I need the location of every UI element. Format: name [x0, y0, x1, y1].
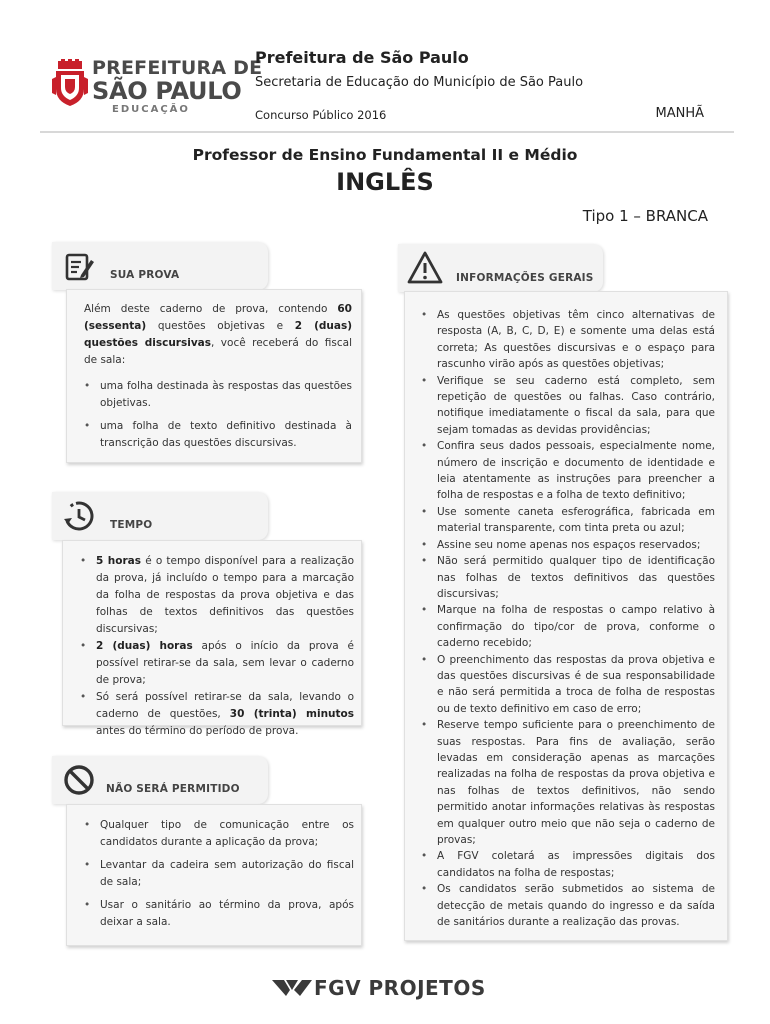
exam-role: Professor de Ensino Fundamental II e Médio — [192, 146, 578, 164]
nao-permitido-label: NÃO SERÁ PERMITIDO — [106, 783, 240, 795]
tempo-label: TEMPO — [110, 519, 153, 531]
tempo-tab — [52, 492, 268, 540]
list-item: • Marque na folha de respostas o campo relativo à confirmação do tipo/cor de prova, conforme o caderno recebido; — [421, 602, 715, 651]
list-item: • Os candidatos serão submetidos ao sistema de detecção de metais quando do ingresso e da saída de sanitários durante a realização das provas. — [421, 881, 715, 930]
nao-permitido-tab — [52, 756, 268, 804]
fgv-logo-icon — [272, 978, 312, 998]
fgv-projetos-logo — [272, 975, 502, 1001]
tempo-box — [62, 540, 362, 737]
header-title: Prefeitura de São Paulo — [255, 48, 469, 67]
list-item: • Assine seu nome apenas nos espaços reservados; — [421, 537, 715, 553]
informacoes-label: INFORMAÇÕES GERAIS — [456, 272, 594, 284]
logo-line-3: EDUCAÇÃO — [112, 104, 190, 115]
list-item: • Levantar da cadeira sem autorização do fiscal de sala; — [84, 857, 354, 891]
warning-icon — [406, 249, 444, 287]
sua-prova-box — [66, 289, 362, 463]
list-item: • uma folha destinada às respostas das questões objetivas. — [84, 378, 352, 412]
list-item: • Reserve tempo suficiente para o preenchimento de suas respostas. Para fins de avaliação, serão levadas em consideração apenas as marcações realizadas na folha de respostas da prova objetiva e nas folhas de textos definitivos, não sendo permitido anotar informações relativas às respostas em qualquer outro meio que não seja o caderno de provas; — [421, 717, 715, 848]
footer-brand: FGV PROJETOS — [314, 976, 486, 1000]
list-item: • Só será possível retirar-se da sala, levando o caderno de questões, 30 (trinta) minutos antes do término do período de prova. — [80, 689, 354, 740]
list-item: • Qualquer tipo de comunicação entre os candidatos durante a aplicação da prova; — [84, 817, 354, 851]
sua-prova-label: SUA PROVA — [110, 269, 180, 281]
list-item: • O preenchimento das respostas da prova objetiva e das questões discursivas é de sua responsabilidade e não será permitida a troca de folha de respostas ou de texto definitivo em caso de erro; — [421, 652, 715, 718]
list-item: • Confira seus dados pessoais, especialmente nome, número de inscrição e documento de identidade e leia atentamente as instruções para preencher a folha de respostas e a folha de texto definitivo; — [421, 438, 715, 504]
edit-icon — [60, 248, 98, 286]
exam-subject: INGLÊS — [336, 168, 434, 196]
list-item: • 2 (duas) horas após o início da prova é possível retirar-se da sala, sem levar o caderno de prova; — [80, 638, 354, 689]
contest-label: Concurso Público 2016 — [255, 108, 387, 122]
list-item: • uma folha de texto definitivo destinada à transcrição das questões discursivas. — [84, 418, 352, 452]
prefeitura-logo — [50, 57, 263, 119]
informacoes-box — [404, 291, 728, 941]
shift-label: MANHÃ — [655, 106, 704, 121]
sua-prova-tab — [52, 242, 268, 290]
prohibited-icon — [60, 761, 98, 799]
exam-type: Tipo 1 – BRANCA — [582, 207, 708, 225]
header-divider — [40, 131, 734, 133]
informacoes-tab — [398, 244, 603, 292]
clock-icon — [60, 497, 98, 535]
list-item: • A FGV coletará as impressões digitais dos candidatos na folha de respostas; — [421, 848, 715, 881]
list-item: • Não será permitido qualquer tipo de identificação nas folhas de textos definitivos das questões discursivas; — [421, 553, 715, 602]
header-subtitle: Secretaria de Educação do Município de São Paulo — [255, 75, 584, 90]
crest-icon — [50, 59, 90, 107]
nao-permitido-box — [66, 804, 362, 946]
list-item: • Verifique se seu caderno está completo, sem repetição de questões ou falhas. Caso contrário, notifique imediatamente o fiscal da sala, para que sejam tomadas as devidas providências; — [421, 373, 715, 439]
list-item: • Usar o sanitário ao término da prova, após deixar a sala. — [84, 897, 354, 931]
list-item: • As questões objetivas têm cinco alternativas de resposta (A, B, C, D, E) e somente uma delas está correta; As questões discursivas e o espaço para rascunho virão após as questões objetivas; — [421, 307, 715, 373]
sua-prova-intro: Além deste caderno de prova, contendo 60 (sessenta) questões objetivas e 2 (duas) questões discursivas, você receberá do fiscal de sala: — [84, 303, 352, 366]
logo-line-2: SÃO PAULO — [92, 77, 242, 105]
logo-line-1: PREFEITURA DE — [92, 57, 263, 79]
list-item: • Use somente caneta esferográfica, fabricada em material transparente, com tinta preta ou azul; — [421, 504, 715, 537]
list-item: • 5 horas é o tempo disponível para a realização da prova, já incluído o tempo para a marcação da folha de respostas da prova objetiva e das folhas de textos definitivos das questões discursivas; — [80, 553, 354, 638]
